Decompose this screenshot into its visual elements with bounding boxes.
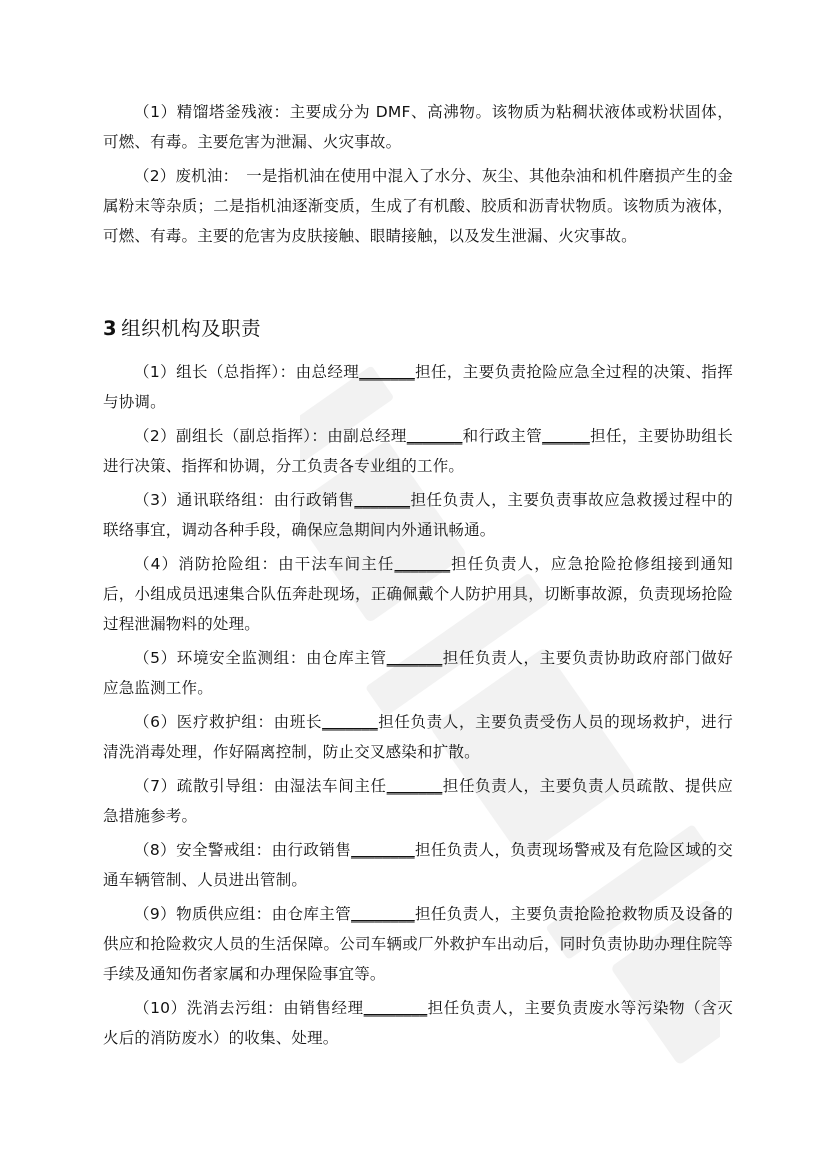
name-blank: _______ bbox=[386, 649, 443, 667]
name-blank: _______ bbox=[354, 491, 411, 509]
roles-list bbox=[103, 357, 733, 1053]
section-number: 3 bbox=[103, 317, 118, 340]
role-item-9: （9）物质供应组：由仓库主管________担任负责人，主要负责抢险抢救物质及设备的供应和抢险救灾人员的生活保障。公司车辆或厂外救护车出动后，同时负责协助办理住院等手续及通知伤者家属和办理保险事宜等。 bbox=[103, 905, 733, 983]
name-blank: _______ bbox=[386, 777, 443, 795]
role-item-2: （2）副组长（副总指挥）：由副总经理_______和行政主管______担任，主要协助组长进行决策、指挥和协调，分工负责各专业组的工作。 bbox=[103, 427, 733, 475]
role-item-4: （4）消防抢险组：由干法车间主任_______担任负责人，应急抢险抢修组接到通知后，小组成员迅速集合队伍奔赴现场，正确佩戴个人防护用具，切断事故源，负责现场抢险过程泄漏物料的处理。 bbox=[103, 555, 733, 633]
intro-block bbox=[103, 97, 733, 251]
name-blank: _______ bbox=[322, 713, 378, 731]
intro-item-1: （1）精馏塔釜残液：主要成分为 DMF、高沸物。该物质为粘稠状液体或粉状固体，可燃、有毒。主要危害为泄漏、火灾事故。 bbox=[103, 103, 733, 151]
role-item-3: （3）通讯联络组：由行政销售_______担任负责人，主要负责事故应急救援过程中的联络事宜，调动各种手段，确保应急期间内外通讯畅通。 bbox=[103, 491, 733, 539]
name-blank: ________ bbox=[351, 841, 415, 859]
role-item-10: （10）洗消去污组：由销售经理________担任负责人，主要负责废水等污染物（含灭火后的消防废水）的收集、处理。 bbox=[103, 999, 733, 1047]
role-item-5: （5）环境安全监测组：由仓库主管_______担任负责人，主要负责协助政府部门做好应急监测工作。 bbox=[103, 649, 733, 697]
name-blank: ________ bbox=[363, 999, 428, 1017]
role-item-6: （6）医疗救护组：由班长_______担任负责人，主要负责受伤人员的现场救护，进行清洗消毒处理，作好隔离控制，防止交叉感染和扩散。 bbox=[103, 713, 733, 761]
name-blank: _______ bbox=[359, 363, 415, 381]
section-title: 组织机构及职责 bbox=[121, 317, 262, 340]
role-item-8: （8）安全警戒组：由行政销售________担任负责人，负责现场警戒及有危险区域的交通车辆管制、人员进出管制。 bbox=[103, 841, 733, 889]
name-blank: ______ bbox=[542, 427, 590, 445]
name-blank: _______ bbox=[394, 555, 451, 573]
name-blank: ________ bbox=[351, 905, 415, 923]
name-blank: _______ bbox=[406, 427, 463, 445]
role-item-7: （7）疏散引导组：由湿法车间主任_______担任负责人，主要负责人员疏散、提供应急措施参考。 bbox=[103, 777, 733, 825]
section-heading bbox=[103, 313, 261, 341]
intro-item-2: （2）废机油： 一是指机油在使用中混入了水分、灰尘、其他杂油和机件磨损产生的金属粉末等杂质；二是指机油逐渐变质，生成了有机酸、胶质和沥青状物质。该物质为液体，可燃、有毒。主要的危害为皮肤接触、眼睛接触，以及发生泄漏、火灾事故。 bbox=[103, 167, 733, 245]
role-item-1: （1）组长（总指挥）：由总经理_______担任，主要负责抢险应急全过程的决策、指挥与协调。 bbox=[103, 363, 733, 411]
